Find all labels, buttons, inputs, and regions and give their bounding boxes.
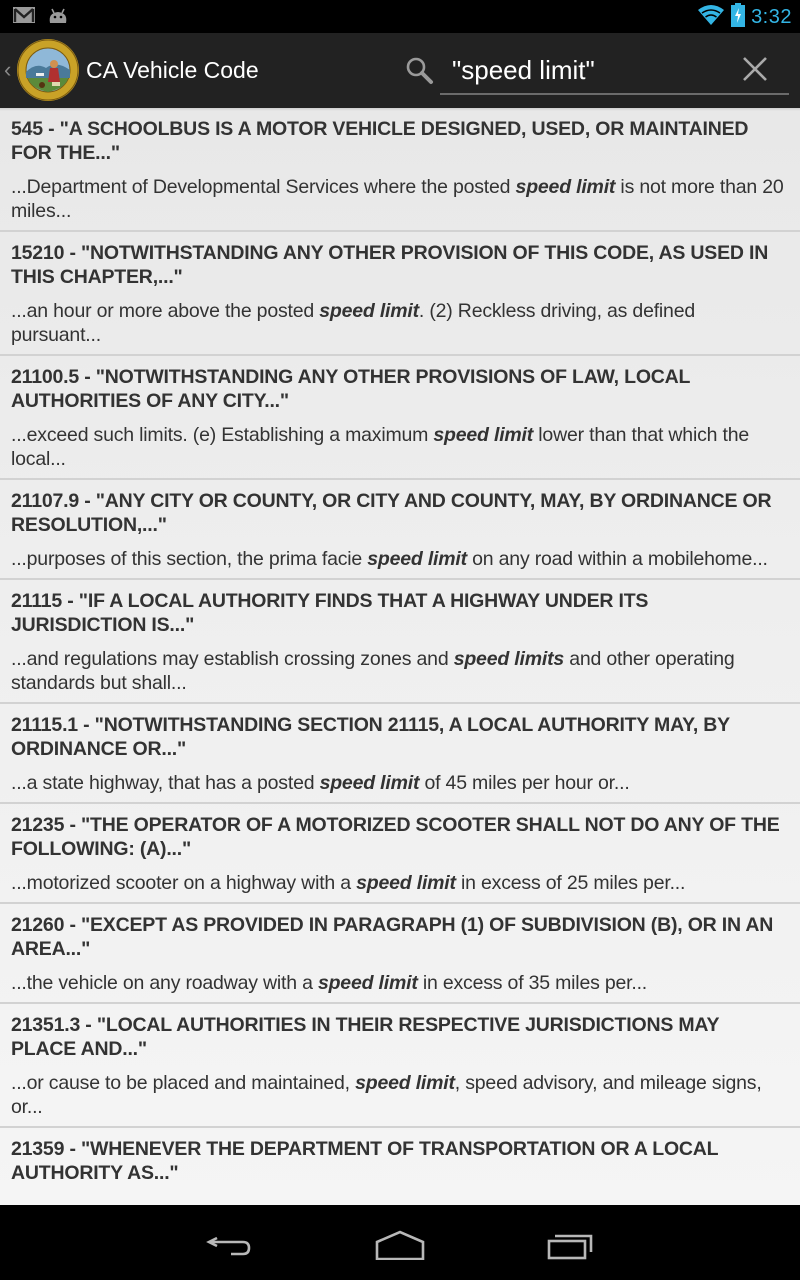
- result-snippet: ...exceed such limits. (e) Establishing a maximum speed limit lower than that which the local...: [11, 424, 750, 470]
- search-highlight: speed limit: [515, 176, 616, 198]
- battery-charging-icon: [731, 3, 745, 32]
- status-bar: [0, 0, 800, 33]
- result-title: 21107.9 - "ANY CITY OR COUNTY, OR CITY AND COUNTY, MAY, BY ORDINANCE OR RESOLUTION,...": [11, 490, 772, 536]
- result-title: 21235 - "THE OPERATOR OF A MOTORIZED SCOOTER SHALL NOT DO ANY OF THE FOLLOWING: (A)...": [11, 814, 780, 860]
- result-title: 545 - "A SCHOOLBUS IS A MOTOR VEHICLE DESIGNED, USED, OR MAINTAINED FOR THE...": [11, 118, 749, 164]
- search-highlight: speed limit: [433, 424, 534, 446]
- result-title: 21351.3 - "LOCAL AUTHORITIES IN THEIR RESPECTIVE JURISDICTIONS MAY PLACE AND...": [11, 1014, 719, 1060]
- android-debug-icon: [46, 6, 70, 29]
- list-item[interactable]: [0, 704, 800, 804]
- app-title: CA Vehicle Code: [86, 57, 259, 83]
- search-highlight: speed limit: [319, 300, 419, 322]
- navigation-bar: [0, 1205, 800, 1280]
- result-snippet: ...a state highway, that has a posted speed limit of 45 miles per hour or...: [11, 772, 630, 794]
- result-title: 15210 - "NOTWITHSTANDING ANY OTHER PROVISION OF THIS CODE, AS USED IN THIS CHAPTER,...": [11, 242, 769, 288]
- search-highlight: speed limit: [319, 772, 420, 794]
- result-snippet: ...purposes of this section, the prima facie speed limit on any road within a mobilehome...: [11, 548, 768, 570]
- close-icon[interactable]: [737, 51, 773, 87]
- list-item[interactable]: [0, 804, 800, 904]
- california-state-seal-icon: [16, 38, 80, 102]
- result-title: 21100.5 - "NOTWITHSTANDING ANY OTHER PROVISIONS OF LAW, LOCAL AUTHORITIES OF ANY CITY...": [11, 366, 690, 412]
- result-title: 21115.1 - "NOTWITHSTANDING SECTION 21115, A LOCAL AUTHORITY MAY, BY ORDINANCE OR...": [11, 714, 730, 760]
- search-highlight: speed limit: [356, 872, 456, 894]
- search-input[interactable]: [452, 53, 732, 87]
- search-highlight: speed limit: [355, 1072, 455, 1094]
- result-snippet: [11, 1195, 788, 1205]
- back-icon[interactable]: [200, 1225, 260, 1265]
- result-snippet: ...an hour or more above the posted speed limit. (2) Reckless driving, as defined pursuant...: [11, 300, 695, 346]
- up-caret-icon: ‹: [4, 57, 12, 82]
- search-highlight: speed limit: [367, 548, 467, 570]
- recent-apps-icon[interactable]: [542, 1225, 602, 1265]
- action-bar: [0, 33, 800, 108]
- result-snippet: ...Department of Developmental Services where the posted speed limit is not more than 20 miles...: [11, 176, 784, 222]
- list-item[interactable]: [0, 232, 800, 356]
- gmail-icon: [12, 6, 36, 29]
- result-snippet: ...motorized scooter on a highway with a speed limit in excess of 25 miles per...: [11, 872, 686, 894]
- home-icon[interactable]: [370, 1225, 430, 1265]
- wifi-icon: [697, 4, 725, 31]
- result-title: 21359 - "WHENEVER THE DEPARTMENT OF TRANSPORTATION OR A LOCAL AUTHORITY AS...": [11, 1138, 719, 1184]
- search-results-list[interactable]: [0, 108, 800, 1205]
- result-snippet: ...the vehicle on any roadway with a speed limit in excess of 35 miles per...: [11, 972, 648, 994]
- clock: 3:32: [751, 6, 792, 28]
- result-title: 21115 - "IF A LOCAL AUTHORITY FINDS THAT A HIGHWAY UNDER ITS JURISDICTION IS...": [11, 590, 649, 636]
- result-snippet: ...and regulations may establish crossing zones and speed limits and other operating standards but shall...: [11, 648, 735, 694]
- list-item[interactable]: [0, 1004, 800, 1128]
- result-title: 21260 - "EXCEPT AS PROVIDED IN PARAGRAPH (1) OF SUBDIVISION (B), OR IN AN AREA...": [11, 914, 774, 960]
- result-snippet: ...or cause to be placed and maintained, speed limit, speed advisory, and mileage signs, or...: [11, 1072, 762, 1118]
- list-item[interactable]: [0, 1128, 800, 1205]
- list-item[interactable]: [0, 580, 800, 704]
- home-up-button[interactable]: [0, 33, 82, 108]
- list-item[interactable]: [0, 356, 800, 480]
- list-item[interactable]: [0, 904, 800, 1004]
- search-field[interactable]: [440, 45, 789, 95]
- search-highlight: speed limit: [317, 972, 418, 994]
- list-item[interactable]: [0, 108, 800, 232]
- search-icon: [404, 55, 434, 85]
- search-highlight: speed limits: [453, 648, 565, 670]
- list-item[interactable]: [0, 480, 800, 580]
